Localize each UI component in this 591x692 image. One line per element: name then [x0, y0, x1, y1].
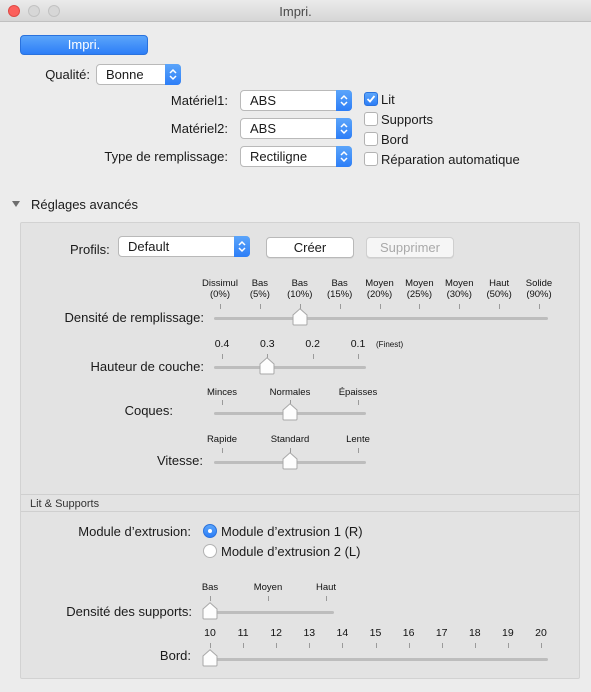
- slider-tick-label: 14: [336, 627, 349, 639]
- speed-label: Vitesse:: [156, 453, 203, 468]
- slider-tick-label-top: Bas: [251, 278, 269, 289]
- slider-tick: [358, 448, 359, 453]
- slider-tick-label-top: Haut: [489, 278, 510, 289]
- slider-tick-label: 0.4: [214, 338, 230, 350]
- auto-repair-checkbox-label: Réparation automatique: [381, 152, 520, 167]
- slider-track: [204, 611, 334, 614]
- material2-label: Matériel2:: [170, 121, 228, 136]
- material2-value: ABS: [250, 121, 277, 136]
- section-divider: [21, 511, 579, 512]
- window-title: Impri.: [279, 4, 312, 19]
- slider-tick-label-top: Bas: [331, 278, 348, 289]
- slider-tick-label: Lente: [346, 434, 370, 445]
- slider-tick-label: 16: [402, 627, 415, 639]
- quality-select[interactable]: [96, 64, 181, 85]
- select-arrows-icon: [234, 236, 250, 257]
- select-arrows-icon: [165, 64, 181, 85]
- slider-tick: [260, 304, 261, 309]
- slider-tick-label: Standard: [270, 434, 310, 445]
- slider-tick-label-top: Moyen: [365, 278, 394, 289]
- slider-tick-label-top: Dissimul: [202, 278, 238, 289]
- slider-track: [214, 317, 548, 320]
- slider-tick-label: 20: [535, 627, 547, 639]
- slider-tick: [222, 400, 223, 405]
- slider-tick-label: 12: [270, 627, 283, 639]
- slider-tick-label-top: Moyen: [444, 278, 474, 289]
- brim-checkbox[interactable]: [364, 132, 378, 146]
- slider-thumb[interactable]: [282, 403, 298, 421]
- slider-tick-label: 18: [468, 627, 481, 639]
- slider-tick: [358, 354, 359, 359]
- slider-tick: [539, 304, 540, 309]
- create-profile-button[interactable]: Créer: [266, 237, 354, 258]
- profile-select[interactable]: [118, 236, 250, 257]
- slider-tick: [243, 643, 244, 648]
- slider-tick-label: 13: [303, 627, 316, 639]
- delete-profile-button[interactable]: Supprimer: [366, 237, 454, 258]
- select-arrows-icon: [336, 118, 352, 139]
- slider-track: [214, 366, 366, 369]
- slider-tick-label: 11: [237, 627, 249, 639]
- slider-track: [204, 658, 548, 661]
- checkmark-icon: [366, 94, 376, 104]
- slider-tick: [222, 448, 223, 453]
- slider-tick-label: 17: [435, 627, 448, 639]
- profile-value: Default: [128, 239, 170, 254]
- slider-tick-label: Bas: [201, 582, 219, 593]
- slider-tick: [340, 304, 341, 309]
- material2-select[interactable]: [240, 118, 352, 139]
- slider-tick-label-bottom: (15%): [326, 289, 353, 300]
- slider-tick-label: Haut: [315, 582, 337, 593]
- slider-tick: [409, 643, 410, 648]
- slider-tick-label-top: Solide: [525, 278, 553, 289]
- slider-tick: [313, 354, 314, 359]
- supports-checkbox-label: Supports: [381, 112, 434, 127]
- quality-value: Bonne: [106, 67, 144, 82]
- extruder-1-label: Module d’extrusion 1 (R): [221, 524, 363, 539]
- slider-tick-label: 15: [369, 627, 382, 639]
- slider-tick: [210, 596, 211, 601]
- slider-tick: [222, 354, 223, 359]
- slider-tick: [210, 643, 211, 648]
- slider-tick: [342, 643, 343, 648]
- slider-tick: [541, 643, 542, 648]
- material1-select[interactable]: [240, 90, 352, 111]
- slider-thumb[interactable]: [282, 452, 298, 470]
- slider-tick: [376, 643, 377, 648]
- bed-supports-section-title: Lit & Supports: [30, 498, 100, 510]
- slider-tick: [508, 643, 509, 648]
- slider-tick: [268, 596, 269, 601]
- slider-thumb[interactable]: [202, 602, 218, 620]
- slider-tick: [380, 304, 381, 309]
- quality-label: Qualité:: [45, 67, 90, 82]
- support-density-label: Densité des supports:: [66, 604, 192, 619]
- slider-tick-label: 10: [204, 627, 216, 639]
- material1-label: Matériel1:: [170, 93, 228, 108]
- profiles-label: Profils:: [70, 242, 110, 257]
- slider-tick: [499, 304, 500, 309]
- shells-label: Coques:: [124, 403, 173, 418]
- infill-type-label: Type de remplissage:: [104, 149, 228, 164]
- slider-tick: [326, 596, 327, 601]
- disclosure-triangle-icon[interactable]: [11, 199, 21, 209]
- infill-type-value: Rectiligne: [250, 149, 308, 164]
- slider-tick-label: Normales: [269, 387, 311, 398]
- slider-tick: [459, 304, 460, 309]
- slider-thumb[interactable]: [259, 357, 275, 375]
- slider-tick-label: Rapide: [206, 434, 238, 445]
- extruder-2-radio[interactable]: [203, 544, 217, 558]
- extruder-label: Module d’extrusion:: [78, 524, 191, 539]
- slider-tick: [220, 304, 221, 309]
- slider-thumb[interactable]: [292, 308, 308, 326]
- slider-tick-label-top: Moyen: [405, 278, 434, 289]
- slider-tick-label: Moyen: [253, 582, 283, 593]
- slider-tick: [442, 643, 443, 648]
- slider-tick-label-bottom: (20%): [366, 289, 393, 300]
- slider-tick-label-bottom: (30%): [446, 289, 472, 300]
- slider-tick: [309, 643, 310, 648]
- slider-tick-label-bottom: (10%): [287, 289, 313, 300]
- slider-tick-label-top: Bas: [291, 278, 308, 289]
- slider-tick: [358, 400, 359, 405]
- slider-tick-label: Épaisses: [338, 387, 378, 398]
- extruder-2-label: Module d’extrusion 2 (L): [221, 544, 361, 559]
- slider-tick: [276, 643, 277, 648]
- slider-tick-label-bottom: (50%): [486, 289, 512, 300]
- layer-height-label: Hauteur de couche:: [90, 359, 204, 374]
- brim-label: Bord:: [159, 648, 191, 663]
- auto-repair-checkbox[interactable]: [364, 152, 378, 166]
- slider-tick-label: [509, 278, 569, 300]
- extruder-1-radio[interactable]: [203, 524, 217, 538]
- slider-tick-label: 19: [502, 627, 514, 639]
- bed-checkbox[interactable]: [364, 92, 378, 106]
- finest-note: (Finest): [376, 340, 404, 349]
- infill-type-select[interactable]: [240, 146, 352, 167]
- slider-tick-label-bottom: (5%): [249, 289, 270, 300]
- brim-checkbox-label: Bord: [381, 132, 409, 147]
- select-arrows-icon: [336, 90, 352, 111]
- select-arrows-icon: [336, 146, 352, 167]
- slider-tick-label: Minces: [206, 387, 238, 398]
- slider-tick-label-bottom: (25%): [406, 289, 433, 300]
- material1-value: ABS: [250, 93, 277, 108]
- slider-thumb[interactable]: [202, 649, 218, 667]
- infill-density-label: Densité de remplissage:: [64, 310, 204, 325]
- slider-tick: [419, 304, 420, 309]
- slider-tick: [475, 643, 476, 648]
- slider-tick-label: 0.1: [350, 338, 366, 350]
- bed-checkbox-label: Lit: [381, 92, 395, 107]
- slider-tick-label-bottom: (0%): [209, 289, 231, 300]
- section-divider: [21, 494, 579, 495]
- slider-tick-label: 0.3: [260, 338, 275, 350]
- slider-tick-label: 0.2: [305, 338, 320, 350]
- print-button[interactable]: Impri.: [20, 35, 148, 55]
- supports-checkbox[interactable]: [364, 112, 378, 126]
- advanced-settings-toggle[interactable]: Réglages avancés: [31, 197, 138, 212]
- slider-tick-label-bottom: (90%): [526, 289, 552, 300]
